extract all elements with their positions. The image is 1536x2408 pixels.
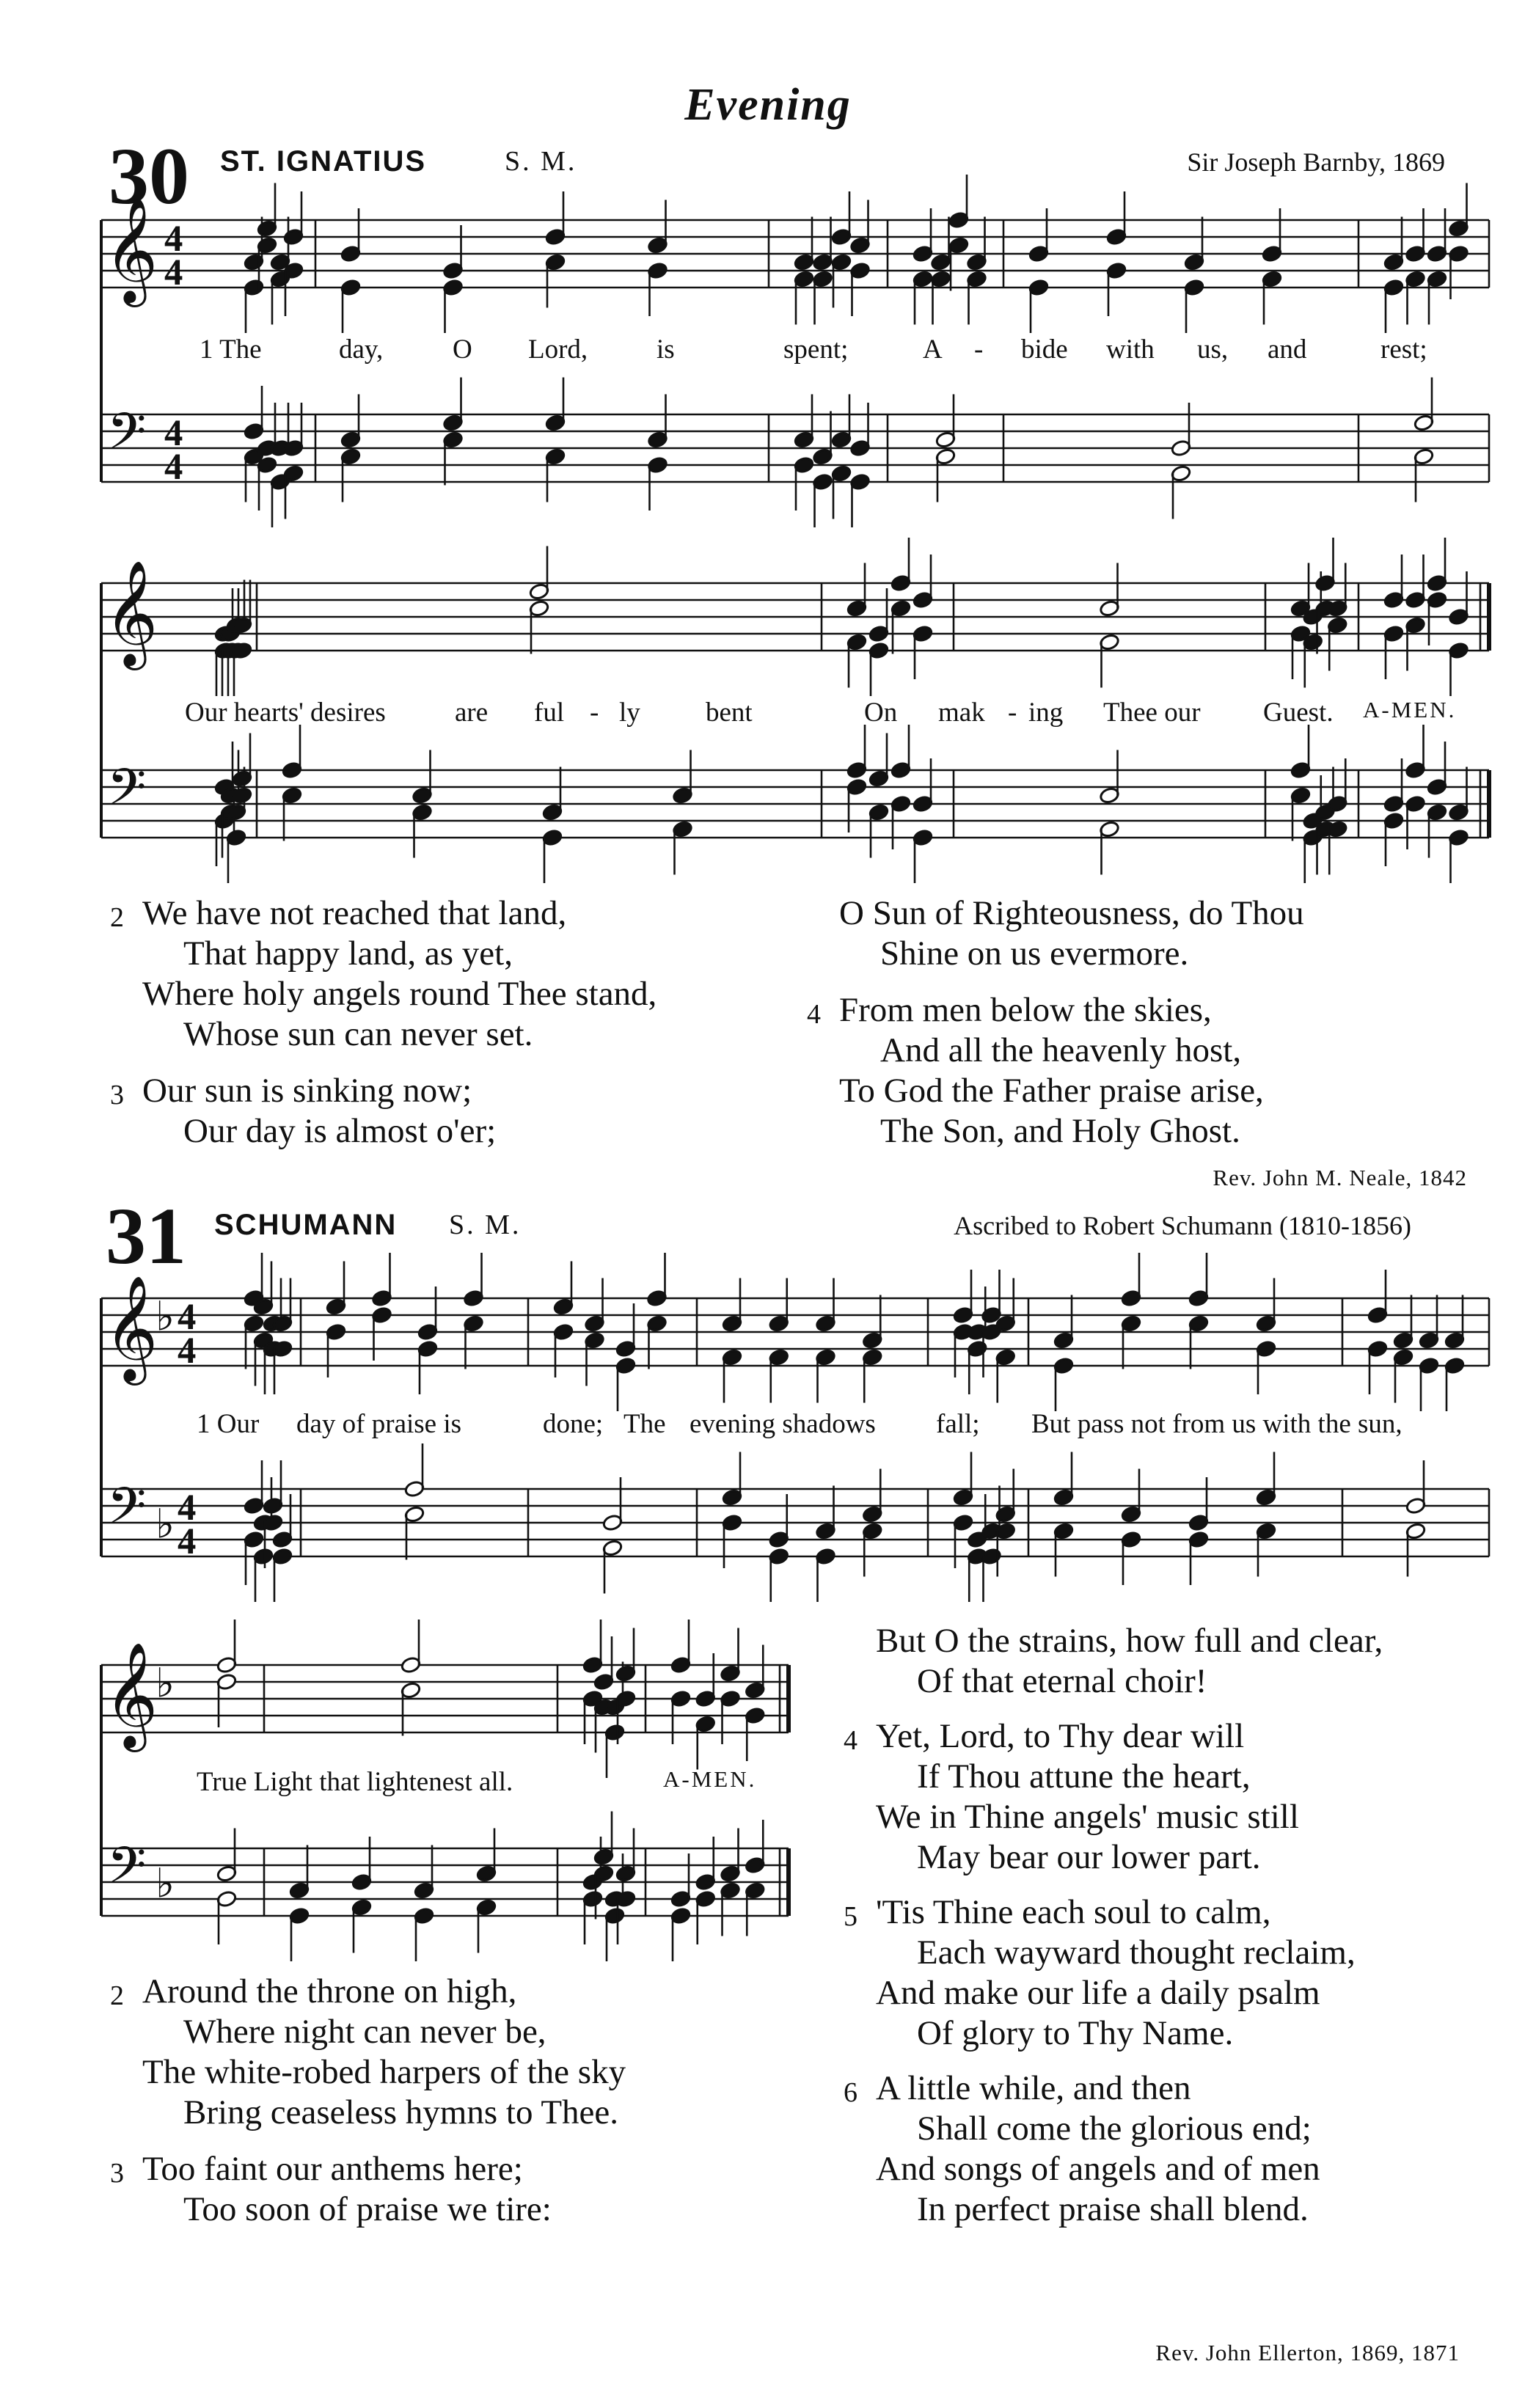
lyric-syllable: 1 Our: [197, 1409, 260, 1439]
verse-block: [844, 1621, 1518, 1702]
hymn30-verses-left: [110, 893, 814, 1152]
verse-line: Too faint our anthems here;: [142, 2150, 523, 2188]
lyric-syllable: day of praise is: [296, 1409, 462, 1439]
verse-block: [110, 1972, 814, 2133]
verse-line: Around the throne on high,: [142, 1972, 517, 2010]
bass-clef: 𝄢: [107, 1835, 147, 1907]
verse-block: [110, 893, 814, 1055]
verse-number: 2: [110, 902, 124, 933]
time-signature-bottom: 4: [164, 252, 183, 293]
composer-31: Ascribed to Robert Schumann (1810-1856): [954, 1211, 1411, 1240]
hymn31-verses-left: [110, 1972, 814, 2230]
lyric-syllable: But pass not from us with the sun,: [1031, 1409, 1402, 1439]
bass-clef: 𝄢: [107, 757, 147, 829]
lyric-syllable: Our hearts' desires: [185, 698, 386, 728]
lyric-syllable: fall;: [936, 1409, 980, 1439]
lyric-syllable: On: [864, 698, 898, 728]
time-signature-top: 4: [178, 1487, 197, 1528]
verse-line: The Son, and Holy Ghost.: [880, 1112, 1240, 1150]
verse-line: And all the heavenly host,: [880, 1031, 1242, 1069]
verse-block: [110, 2149, 814, 2230]
lyric-syllable: A: [923, 334, 943, 365]
verse-line: The white-robed harpers of the sky: [142, 2053, 626, 2091]
lyric-syllable: day,: [339, 334, 384, 365]
hymn31-system1-lyrics: [0, 1408, 1536, 1445]
time-signature-bottom: 4: [178, 1330, 197, 1371]
lyric-syllable: -: [590, 698, 599, 728]
lyric-syllable: and: [1268, 334, 1307, 365]
lyric-syllable: Lord,: [528, 334, 588, 365]
verse-block: [807, 893, 1511, 974]
lyric-syllable: are: [455, 698, 489, 728]
lyric-syllable: evening shadows: [690, 1409, 876, 1439]
verse-line: And make our life a daily psalm: [876, 1974, 1320, 2012]
key-flat: ♭: [156, 1660, 175, 1708]
time-signature-bottom: 4: [178, 1520, 197, 1562]
verse-block: [844, 1716, 1518, 1878]
time-signature-top: 4: [178, 1296, 197, 1337]
lyric-syllable: ful: [534, 698, 565, 728]
verse-line: Of that eternal choir!: [917, 1662, 1207, 1700]
lyric-syllable: rest;: [1380, 334, 1427, 365]
lyric-syllable: is: [657, 334, 675, 365]
lyric-syllable: 1 The: [200, 334, 262, 365]
lyric-syllable: mak: [938, 698, 985, 728]
bass-clef: 𝄢: [107, 401, 147, 473]
lyric-syllable: ing: [1028, 698, 1064, 728]
key-flat: ♭: [156, 1501, 175, 1548]
verse-block: [844, 2068, 1518, 2230]
verse-line: Yet, Lord, to Thy dear will: [876, 1717, 1245, 1755]
key-flat: ♭: [156, 1293, 175, 1341]
lyric-syllable: bent: [706, 698, 753, 728]
verse-number: 6: [844, 2077, 857, 2108]
lyric-syllable: bide: [1021, 334, 1068, 365]
verse-line: Our sun is sinking now;: [142, 1072, 472, 1110]
tune-name-30: ST. IGNATIUS: [220, 145, 427, 178]
verse-line: Of glory to Thy Name.: [917, 2014, 1234, 2052]
hymn31-author: Rev. John Ellerton, 1869, 1871: [1155, 2340, 1460, 2365]
verse-block: [807, 990, 1511, 1152]
verse-block: [844, 1892, 1518, 2054]
section-title: Evening: [684, 80, 852, 130]
verse-line: In perfect praise shall blend.: [917, 2190, 1309, 2228]
verse-line: But O the strains, how full and clear,: [876, 1622, 1383, 1660]
time-signature-top: 4: [164, 218, 183, 259]
verse-line: Where night can never be,: [183, 2013, 546, 2051]
verse-line: Our day is almost o'er;: [183, 1112, 497, 1150]
verse-number: 4: [844, 1725, 857, 1756]
composer-30: Sir Joseph Barnby, 1869: [1187, 147, 1445, 177]
verse-line: To God the Father praise arise,: [839, 1072, 1264, 1110]
hymn-number-31: 31: [106, 1191, 186, 1281]
treble-clef: 𝄞: [104, 1275, 158, 1381]
verse-line: Whose sun can never set.: [183, 1015, 533, 1053]
verse-number: 4: [807, 999, 821, 1030]
verse-line: That happy land, as yet,: [183, 934, 513, 973]
bass-clef: 𝄢: [107, 1476, 147, 1548]
hymn-number-30: 30: [109, 131, 189, 221]
verse-line: Bring ceaseless hymns to Thee.: [183, 2093, 619, 2131]
verse-line: O Sun of Righteousness, do Thou: [839, 894, 1304, 932]
verse-number: 3: [110, 1080, 124, 1110]
time-signature-bottom: 4: [164, 446, 183, 487]
meter-31: S. M.: [449, 1210, 522, 1240]
verse-line: If Thou attune the heart,: [917, 1757, 1251, 1796]
hymn31-system2-lyrics: [0, 1766, 807, 1803]
verse-line: We in Thine angels' music still: [876, 1798, 1299, 1836]
lyric-syllable: done;: [543, 1409, 604, 1439]
hymn30-system2-lyrics: [0, 697, 1536, 733]
lyric-syllable: A-MEN.: [663, 1766, 757, 1792]
verse-number: 3: [110, 2158, 124, 2189]
hymn30-author: Rev. John M. Neale, 1842: [1213, 1165, 1467, 1190]
hymn30-system1-lyrics: [0, 334, 1536, 370]
meter-30: S. M.: [505, 146, 577, 177]
lyric-syllable: ly: [619, 698, 640, 728]
verse-line: And songs of angels and of men: [876, 2150, 1320, 2188]
verse-number: 2: [110, 1980, 124, 2011]
treble-clef: 𝄞: [104, 197, 158, 303]
hymn31-verses-right: [844, 1621, 1518, 2230]
verse-block: [110, 1071, 814, 1152]
verse-line: We have not reached that land,: [142, 894, 567, 932]
time-signature-top: 4: [164, 412, 183, 453]
tune-name-31: SCHUMANN: [214, 1209, 398, 1241]
verse-line: Where holy angels round Thee stand,: [142, 975, 657, 1013]
lyric-syllable: A-MEN.: [1363, 697, 1457, 722]
treble-clef: 𝄞: [104, 1642, 158, 1748]
verse-line: 'Tis Thine each soul to calm,: [876, 1893, 1271, 1931]
verse-line: May bear our lower part.: [917, 1838, 1261, 1876]
verse-line: Shall come the glorious end;: [917, 2109, 1312, 2148]
lyric-syllable: O: [453, 334, 472, 365]
verse-number: 5: [844, 1901, 857, 1932]
hymn30-verses-right: [807, 893, 1511, 1152]
key-flat: ♭: [156, 1860, 175, 1908]
lyric-syllable: us,: [1197, 334, 1229, 365]
lyric-syllable: -: [974, 334, 984, 365]
lyric-syllable: Guest.: [1263, 698, 1334, 728]
verse-line: From men below the skies,: [839, 991, 1212, 1029]
lyric-syllable: The: [623, 1409, 666, 1439]
verse-line: Too soon of praise we tire:: [183, 2190, 552, 2228]
lyric-syllable: -: [1008, 698, 1017, 728]
verse-line: A little while, and then: [876, 2069, 1191, 2107]
lyric-syllable: with: [1106, 334, 1155, 365]
verse-line: Each wayward thought reclaim,: [917, 1933, 1356, 1972]
lyric-syllable: True Light that lightenest all.: [197, 1767, 513, 1797]
lyric-syllable: Thee our: [1103, 698, 1201, 728]
verse-line: Shine on us evermore.: [880, 934, 1189, 973]
treble-clef: 𝄞: [104, 560, 158, 666]
lyric-syllable: spent;: [783, 334, 849, 365]
